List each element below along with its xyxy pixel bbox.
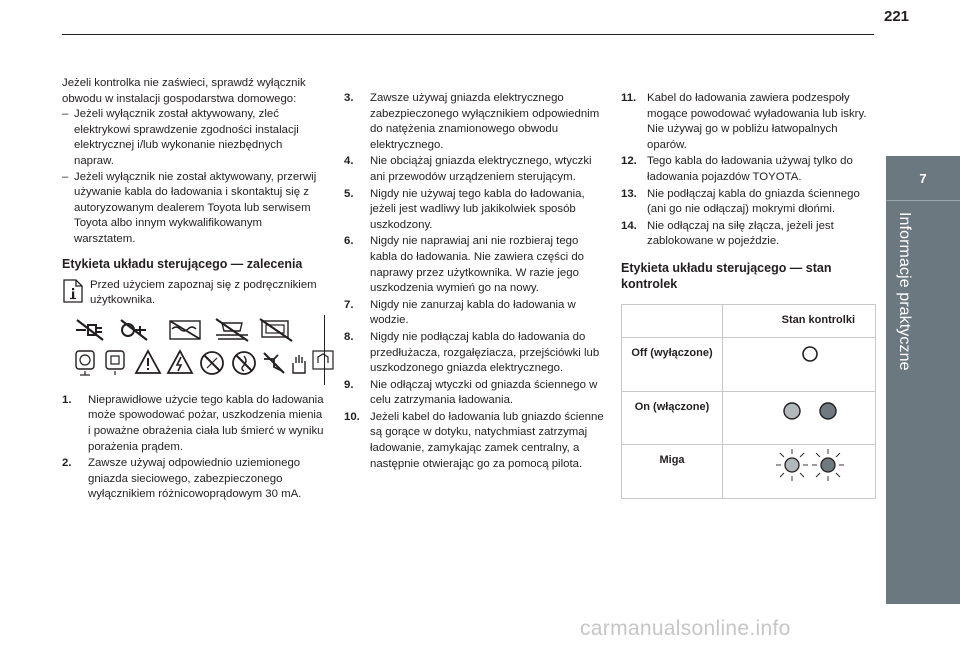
status-visual xyxy=(723,445,876,499)
dash-item-text: Jeżeli wyłącznik nie został aktywowany, przerwij używanie kabla do ładowania i skontaktuj się z autoryzowanym dealerem Toyota lub serwisem Toyota albo innym wykwalifikowanym warsztatem. xyxy=(74,170,317,245)
list-item: 14. Nie odłączaj na siłę złącza, jeżeli jest zablokowane w pojeździe. xyxy=(621,219,834,248)
list-item: 12. Tego kabla do ładowania używaj tylko do ładowania pojazdów TOYOTA. xyxy=(621,155,853,183)
list-item: 9. Nie odłączaj wtyczki od gniazda ściennego w celu zatrzymania ładowania. xyxy=(344,378,598,407)
breaker-outlet-icon xyxy=(104,349,126,379)
list-item: 7. Nigdy nie zanurzaj kabla do ładowania w wodzie. xyxy=(344,298,576,327)
warning-symbols-label xyxy=(62,315,325,385)
dash-item: – Jeżeli wyłącznik został aktywowany, zleć elektrykowi sprawdzenie zgodności instalacji elektrycznej i/lub wykonanie niezbędnych napraw. xyxy=(62,107,324,169)
electric-shock-icon xyxy=(166,349,194,375)
manual-note-text: Przed użyciem zapoznaj się z podręcznikiem użytkownika. xyxy=(90,278,317,307)
column-right xyxy=(621,91,879,499)
table-row xyxy=(622,391,876,445)
grounded-outlet-icon xyxy=(74,349,96,379)
status-label: Off (wyłączone) xyxy=(622,337,723,391)
list-item: 13. Nie podłączaj kabla do gniazda ściennego (ani go nie odłączaj) mokrymi dłońmi. xyxy=(621,187,860,216)
indicator-off-icon xyxy=(724,339,874,384)
section-heading-recommendations: Etykieta układu sterującego — zalecenia xyxy=(62,256,303,271)
header-rule xyxy=(62,34,874,35)
warning-triangle-icon xyxy=(134,349,162,375)
status-label: On (włączone) xyxy=(622,391,723,445)
manual-note xyxy=(62,278,324,309)
warning-list xyxy=(344,91,606,472)
chapter-title: Informacje praktyczne xyxy=(896,212,913,371)
dash-item-text: Jeżeli wyłącznik został aktywowany, zleć elektrykowi sprawdzenie zgodności instalacji elektrycznej i/lub wykonanie niezbędnych napraw. xyxy=(74,108,299,167)
no-immersion-icon xyxy=(212,317,252,343)
chapter-number: 7 xyxy=(886,156,960,204)
list-item: 10. Jeżeli kabel do ładowania lub gniazdo ścienne są gorące w dotyku, natychmiast zatrzymaj ładowanie, zamykając zamek centralny, a następnie otwierając go za pomocą pilota. xyxy=(344,410,604,470)
warning-list xyxy=(62,393,324,503)
section-heading-status: Etykieta układu sterującego — stan kontrolek xyxy=(621,260,832,291)
page-number: 221 xyxy=(884,8,910,25)
table-row xyxy=(622,337,876,391)
warning-list xyxy=(621,91,879,250)
manual-book-icon xyxy=(62,278,84,304)
no-wet-hands-icon xyxy=(288,349,312,377)
column-middle xyxy=(344,91,606,473)
status-visual xyxy=(723,337,876,391)
list-item: 5. Nigdy nie używaj tego kabla do ładowania, jeżeli jest wadliwy lub jakikolwiek sposób uszkodzony. xyxy=(344,187,585,231)
list-item: 11. Kabel do ładowania zawiera podzespoły mogące powodować wyładowania lub iskry. Nie używaj go w pobliżu łatwopalnych oparów. xyxy=(621,92,867,151)
table-header: Stan kontrolki xyxy=(723,304,876,337)
list-item: 3. Zawsze używaj gniazda elektrycznego zabezpieczonego wyłącznikiem odpowiednim do natężenia znamionowego obwodu elektrycznego. xyxy=(344,92,600,151)
no-extension-cord-icon xyxy=(74,317,106,343)
no-pulling-cable-icon xyxy=(260,349,288,377)
side-tab-divider xyxy=(886,200,960,201)
dash-item: – Jeżeli wyłącznik nie został aktywowany, przerwij używanie kabla do ładowania i skontaktuj się z autoryzowanym dealerem Toyota lub serwisem Toyota albo innym wykwalifikowanym warsztatem. xyxy=(62,170,324,248)
user-manual-box-icon xyxy=(312,349,334,377)
no-disassembly-icon xyxy=(256,317,296,343)
list-item: 4. Nie obciążaj gniazda elektrycznego, wtyczki ani przewodów urządzeniem sterującym. xyxy=(344,155,592,183)
no-flammable-icon xyxy=(230,349,258,377)
no-modification-icon xyxy=(198,349,226,377)
list-item: 2. Zawsze używaj odpowiednio uziemionego gniazda sieciowego, zabezpieczonego wyłącznikiem różnicowoprądowym 30 mA. xyxy=(62,457,302,501)
status-label: Miga xyxy=(622,445,723,499)
column-left xyxy=(62,76,324,504)
list-item: 1. Nieprawidłowe użycie tego kabla do ładowania może spowodować pożar, uszkodzenia mienia i poważne obrażenia ciała lub śmierć w wyniku porażenia prądem. xyxy=(62,393,324,453)
intro-paragraph: Jeżeli kontrolka nie zaświeci, sprawdź wyłącznik obwodu w instalacji gospodarstwa domowego: xyxy=(62,77,306,105)
no-adapter-icon xyxy=(118,317,150,343)
indicator-status-table xyxy=(621,304,876,499)
watermark: carmanualsonline.info xyxy=(580,617,791,640)
table-header-row xyxy=(622,304,876,337)
list-item: 8. Nigdy nie podłączaj kabla do ładowania do przedłużacza, rozgałęziacza, przejściówki lub uszkodzonego gniazda elektrycznego. xyxy=(344,330,600,375)
status-visual xyxy=(723,391,876,445)
indicator-on-icon xyxy=(724,393,874,438)
list-item: 6. Nigdy nie naprawiaj ani nie rozbieraj tego kabla do ładowania. Nie zawiera części do naprawy przez użytkownika. W razie jego uszkodzenia wymień go na nowy. xyxy=(344,235,585,295)
table-row xyxy=(622,445,876,499)
no-wet-use-icon xyxy=(166,317,206,343)
indicator-blinking-icon xyxy=(724,446,874,491)
